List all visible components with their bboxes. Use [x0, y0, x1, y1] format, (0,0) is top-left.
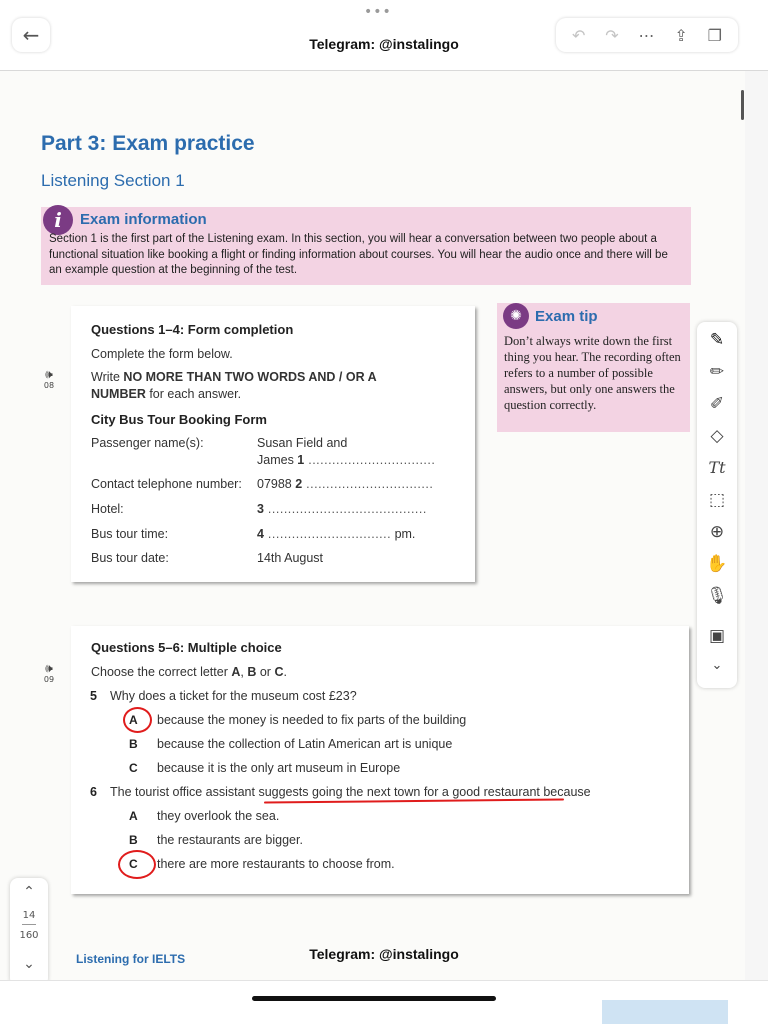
eraser-icon[interactable]: ◇: [710, 426, 724, 446]
form-value-prefix: James: [257, 453, 298, 467]
question-number: 2: [295, 477, 303, 491]
form-value-line: Susan Field and: [257, 436, 348, 450]
pencil-icon[interactable]: ✏: [709, 362, 725, 382]
answer-blank: ........................................: [263, 502, 427, 516]
part-title: Part 3: Exam practice: [41, 132, 255, 155]
annotation-toolbar: [697, 322, 737, 688]
exam-information-text: Section 1 is the first part of the Listening exam. In this section, you will hear a conversation between two people about a functional situation like booking a flight or finding information about courses. You will hear the audio once and there will be an example question at the beginning of the test.: [49, 233, 668, 276]
total-pages: 160: [19, 930, 39, 941]
form-value: [257, 476, 433, 493]
mc-intro-letter: B: [247, 665, 257, 679]
question-text: The tourist office assistant suggests going the next town for a good restaurant because: [110, 785, 591, 799]
divider: [22, 924, 36, 925]
form-value-suffix: pm.: [391, 527, 416, 541]
form-value-line: [257, 452, 435, 469]
option-text: because the collection of Latin American art is unique: [157, 737, 453, 751]
audio-track-icon: 🕪 09: [40, 662, 58, 686]
redo-icon[interactable]: ↷: [605, 25, 619, 45]
option-text: because the money is needed to fix parts of the building: [157, 713, 467, 727]
screenshot-icon[interactable]: ▣: [708, 626, 726, 646]
multitasking-dots-icon[interactable]: •••: [364, 4, 392, 20]
more-icon[interactable]: ⋯: [638, 25, 655, 45]
next-page-thumbnail[interactable]: [602, 1000, 728, 1024]
question-number: 1: [297, 453, 305, 467]
option-letter[interactable]: A: [129, 809, 138, 823]
book-title-footer: Listening for IELTS: [76, 952, 186, 966]
pages-icon[interactable]: ❐: [707, 25, 722, 45]
option-text: there are more restaurants to choose from.: [157, 857, 395, 871]
telegram-watermark: Telegram: @instalingo: [309, 946, 459, 962]
instruction-bold: NO MORE THAN TWO WORDS AND / OR A NUMBER: [91, 370, 377, 401]
answer-circle-annotation[interactable]: [118, 850, 156, 879]
text-tool-icon[interactable]: Tt: [708, 458, 726, 477]
option-letter[interactable]: C: [129, 761, 138, 775]
answer-blank: ................................: [302, 477, 434, 491]
option-letter[interactable]: C: [129, 857, 138, 871]
lasso-icon[interactable]: ⬚: [708, 490, 726, 510]
multiple-choice-panel: [71, 626, 689, 894]
mc-intro-letter: C: [274, 665, 284, 679]
export-icon[interactable]: ⇪: [674, 25, 688, 45]
mc-intro-separator: or: [256, 665, 275, 679]
option-letter[interactable]: A: [129, 713, 138, 727]
page-navigator: [10, 878, 48, 986]
home-indicator[interactable]: [252, 996, 496, 1001]
option-text: they overlook the sea.: [157, 809, 280, 823]
instruction-suffix: for each answer.: [145, 387, 242, 401]
instruction-prefix: Write: [91, 370, 124, 384]
audio-track-number: 08: [43, 381, 55, 390]
lightbulb-icon: ✺: [503, 303, 529, 329]
mc-intro: [91, 665, 287, 679]
chevron-up-icon[interactable]: ⌃: [23, 884, 35, 900]
exam-information-box: [41, 207, 691, 285]
mc-questions-heading: Questions 5–6: Multiple choice: [91, 640, 282, 655]
form-questions-heading: Questions 1–4: Form completion: [91, 322, 294, 337]
scrollbar[interactable]: [741, 90, 744, 120]
question-number: 4: [257, 527, 264, 541]
chevron-down-icon[interactable]: ⌄: [711, 658, 723, 673]
form-value: 14th August: [257, 551, 324, 565]
exam-tip-heading: Exam tip: [535, 308, 598, 325]
answer-circle-annotation[interactable]: [123, 707, 152, 733]
option-text: because it is the only art museum in Europe: [157, 761, 401, 775]
document-toolbar: [556, 18, 738, 52]
mc-intro-letter: A: [231, 665, 241, 679]
question-text: Why does a ticket for the museum cost £23?: [110, 689, 357, 703]
question-number: 5: [90, 689, 97, 703]
form-value: [257, 526, 415, 543]
form-value: [257, 435, 435, 469]
form-value: [257, 501, 427, 518]
highlighter-icon[interactable]: ✐: [709, 394, 725, 414]
pen-icon[interactable]: ✎: [709, 330, 725, 350]
exam-tip-text: Don’t always write down the first thing you hear. The recording often refers to a number of possible answers, but only one answers the question correctly.: [504, 334, 681, 412]
answer-blank: ................................: [304, 453, 436, 467]
form-title: City Bus Tour Booking Form: [91, 412, 267, 427]
option-letter[interactable]: B: [129, 737, 138, 751]
question-number: 3: [257, 502, 264, 516]
audio-track-number: 09: [43, 675, 55, 684]
option-text: the restaurants are bigger.: [157, 833, 303, 847]
top-bar: [0, 0, 768, 71]
form-completion-panel: [71, 306, 475, 582]
option-letter[interactable]: B: [129, 833, 138, 847]
exam-information-heading: Exam information: [80, 211, 207, 228]
mc-intro-separator: ,: [240, 665, 248, 679]
undo-icon[interactable]: ↶: [571, 25, 586, 45]
microphone-icon[interactable]: 🎙: [706, 586, 728, 606]
current-page: 14: [22, 910, 36, 921]
form-instruction: [91, 369, 431, 403]
hand-icon[interactable]: ✋: [706, 554, 728, 574]
chevron-down-icon[interactable]: ⌄: [23, 956, 35, 972]
answer-blank: ...............................: [263, 527, 392, 541]
back-arrow-icon: ←: [22, 23, 40, 47]
exam-tip-box: [497, 303, 690, 432]
section-title: Listening Section 1: [41, 171, 185, 190]
mc-intro-prefix: Choose the correct letter: [91, 665, 232, 679]
form-label: Bus tour time:: [91, 527, 169, 541]
form-label: Passenger name(s):: [91, 436, 204, 450]
document-title: Telegram: @instalingo: [309, 36, 459, 52]
question-number: 6: [90, 785, 97, 799]
form-label: Hotel:: [91, 502, 124, 516]
add-icon[interactable]: ⊕: [709, 522, 725, 542]
info-icon: i: [43, 205, 73, 235]
form-value-prefix: 07988: [257, 477, 296, 491]
form-label: Contact telephone number:: [91, 477, 242, 491]
audio-track-icon: 🕪 08: [40, 368, 58, 392]
form-label: Bus tour date:: [91, 551, 169, 565]
form-intro: Complete the form below.: [91, 347, 233, 361]
mc-intro-end: .: [283, 665, 287, 679]
